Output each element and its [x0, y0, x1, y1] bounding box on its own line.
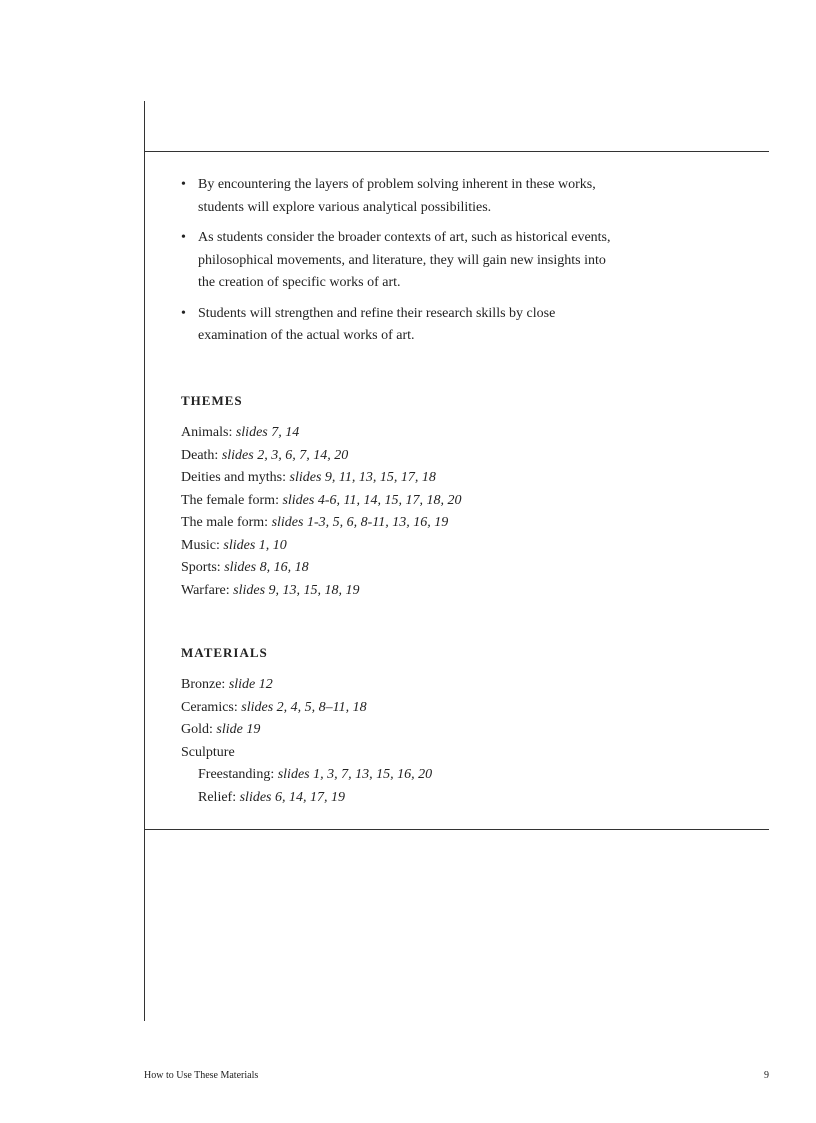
material-subentry	[181, 764, 621, 787]
objective-item	[181, 227, 621, 295]
theme-entry	[181, 445, 621, 468]
margin-vertical-rule	[144, 101, 145, 1021]
bullet-icon: •	[181, 177, 186, 192]
material-label: Relief:	[198, 789, 240, 805]
material-label: Freestanding:	[198, 767, 278, 782]
objectives-list	[181, 174, 621, 356]
material-label: Bronze:	[181, 677, 229, 692]
slide-refs: slides 2, 3, 6, 7, 14, 20	[221, 447, 349, 463]
objective-text: By encountering the layers of problem solving inherent in these works, students will explore various analytical possibilities.	[198, 177, 596, 215]
themes-heading: THEMES	[181, 393, 243, 408]
theme-entry	[181, 557, 621, 580]
slide-refs: slides 4-6, 11, 14, 15, 17, 18, 20	[282, 492, 462, 508]
theme-entry	[181, 490, 621, 513]
objective-text: As students consider the broader contexts of art, such as historical events, philosophical movements, and literature, they will gain new insights into the creation of specific works of art.	[198, 230, 611, 290]
page-number: 9	[764, 1070, 769, 1081]
objective-text: Students will strengthen and refine their research skills by close examination of the actual works of art.	[198, 305, 556, 343]
themes-list	[181, 422, 621, 602]
objective-item	[181, 174, 621, 219]
theme-label: Sports:	[181, 560, 225, 575]
theme-entry	[181, 467, 621, 490]
themes-section	[181, 392, 621, 602]
theme-entry	[181, 535, 621, 558]
slide-refs: slides 1-3, 5, 6, 8-11, 13, 16, 19	[271, 515, 449, 530]
theme-label: Deities and myths:	[181, 470, 290, 485]
material-label: Sculpture	[181, 744, 235, 760]
theme-entry	[181, 512, 621, 535]
theme-label: The male form:	[181, 515, 272, 530]
slide-refs: slide 12	[228, 677, 273, 692]
bullet-icon: •	[181, 305, 186, 321]
materials-section	[181, 644, 621, 809]
bullet-icon: •	[181, 230, 186, 245]
bottom-horizontal-rule	[144, 829, 769, 830]
material-entry	[181, 697, 621, 720]
footer-section-title: How to Use These Materials	[144, 1070, 259, 1081]
slide-refs: slides 9, 11, 13, 15, 17, 18	[289, 470, 436, 485]
theme-label: Music:	[181, 537, 224, 553]
slide-refs: slides 2, 4, 5, 8–11, 18	[241, 699, 367, 715]
objective-item	[181, 303, 621, 348]
slide-refs: slides 6, 14, 17, 19	[239, 789, 345, 805]
slide-refs: slides 7, 14	[235, 425, 300, 440]
slide-refs: slides 8, 16, 18	[224, 560, 309, 575]
material-label: Ceramics:	[181, 699, 242, 715]
theme-label: Death:	[181, 447, 222, 463]
theme-label: Warfare:	[181, 582, 234, 598]
slide-refs: slides 1, 10	[223, 537, 287, 553]
theme-label: The female form:	[181, 492, 283, 508]
material-entry	[181, 719, 621, 742]
material-entry	[181, 674, 621, 697]
slide-refs: slide 19	[216, 722, 261, 737]
material-label: Gold:	[181, 722, 217, 737]
material-entry	[181, 742, 621, 765]
slide-refs: slides 9, 13, 15, 18, 19	[233, 582, 360, 598]
materials-heading: MATERIALS	[181, 645, 268, 660]
theme-label: Animals:	[181, 425, 236, 440]
theme-entry	[181, 580, 621, 603]
materials-list	[181, 674, 621, 809]
theme-entry	[181, 422, 621, 445]
material-subentry	[181, 787, 621, 810]
slide-refs: slides 1, 3, 7, 13, 15, 16, 20	[277, 767, 433, 782]
top-horizontal-rule	[144, 151, 769, 152]
